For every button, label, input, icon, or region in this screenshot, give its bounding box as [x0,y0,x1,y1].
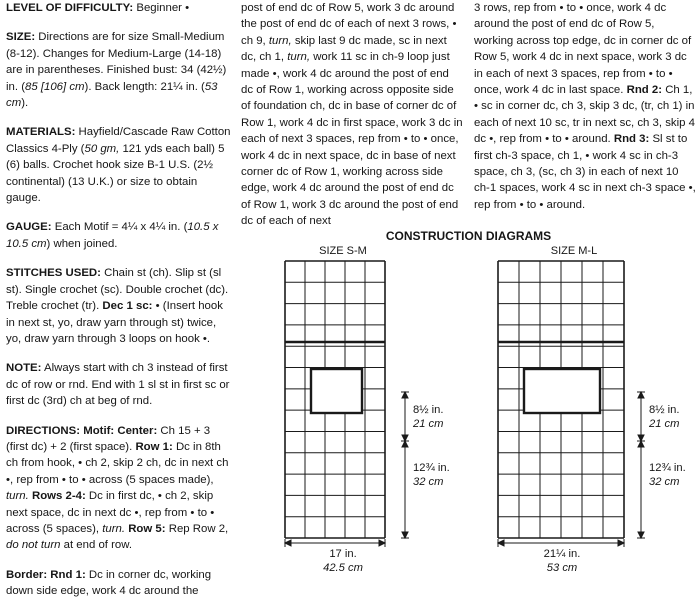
arrow-head [402,532,408,538]
ml-body-dimension: 12¾ in. 32 cm [649,462,686,488]
arrow-head [379,540,385,546]
sm-width-dimension: 17 in. 42.5 cm [323,548,363,574]
arrow-head [618,540,624,546]
neck-opening [311,369,362,413]
gauge-paragraph: GAUGE: Each Motif = 4¼ x 4¼ in. (10.5 x 10.5 cm) when joined. [6,221,219,250]
border-paragraph: Border: Rnd 1: Dc in corner dc, working down side edge, work 4 dc around the [6,568,212,598]
arrow-head [638,532,644,538]
arrow-head [285,540,291,546]
note-paragraph: NOTE: Always start with ch 3 instead of first dc of row or rnd. End with 1 sl st in first sc or first dc (3rd) ch at beg of rnd. [6,362,230,408]
neck-opening [524,369,600,413]
sm-body-dimension: 12¾ in. 32 cm [413,462,450,488]
diagram-grid-sm [285,261,385,538]
diagram-grid-ml [498,261,624,538]
difficulty-paragraph: LEVEL OF DIFFICULTY: Beginner • [6,2,190,14]
directions-paragraph: DIRECTIONS: Motif: Center: Ch 15 + 3 (first dc) + 2 (first space). Row 1: Dc in 8th ch from hook, • ch 2, skip 2 ch, dc in next ch •, rep from • to • across (5 spaces made), turn. Rows 2-4: Dc in first dc, • ch 2, skip next space, dc in next dc •, rep from • to • across (5 spaces), turn. Row 5: Rep Row 2, do not turn at end of row. [6,424,229,552]
arrow-head [402,441,408,447]
arrow-head [638,441,644,447]
size-ml-label: SIZE M-L [550,245,598,257]
materials-paragraph: MATERIALS: Hayfield/Cascade Raw Cotton Classics 4-Ply (50 gm, 121 yds each ball) 5 (6) balls. Crochet hook size B-1 U.S. (2½ continental) (13 U.K.) or size to obtain gauge. [6,126,231,205]
ml-width-dimension: 21¼ in. 53 cm [543,548,581,574]
rounds-paragraph: 3 rows, rep from • to • once, work 4 dc around the post of end dc of Row 5, working across top edge, dc in corner dc of Row 5, work 4 dc in next space, work 3 dc in each of next 3 spaces, rep from • to • once, work 4 dc in last space. Rnd 2: Ch 1, • sc in corner dc, ch 3, skip 3 dc, (tr, ch 1) in each of next 10 sc, tr in next sc, ch 3, skip 4 dc •, rep from • to • around. Rnd 3: Sl st to first ch-3 space, ch 1, • work 4 sc in ch-3 space, ch 3, (sc, ch 3) in each of next 10 ch-1 spaces, work 4 sc in next ch-3 space •, rep from • to • around. [474,2,696,211]
arrow-head [402,392,408,398]
border-continued-paragraph: post of end dc of Row 5, work 3 dc around the post of end dc of each of next 3 rows, • ch 9, turn, skip last 9 dc made, sc in next dc, ch 1, turn, work 11 sc in ch-9 loop just made •, work 4 dc around the post of end dc of Row 1, working across opposite side of foundation ch, dc in base of corner dc of Row 1, work 4 dc in first space, work 3 dc in each of next 3 spaces, rep from • to • once, work 4 dc in next space, dc in base of next corner dc of Row 1, working across side edge, work 4 dc around the post of end dc of Row 1, work 3 dc around the post of end dc of each of next [241,2,463,228]
diagrams-title: CONSTRUCTION DIAGRAMS [385,229,552,243]
size-sm-label: SIZE S-M [319,245,367,257]
size-paragraph: SIZE: Directions are for size Small-Medium (8-12). Changes for Medium-Large (14-18) are in parentheses. Finished bust: 34 (42½) in. (85 [106] cm). Back length: 21¼ in. (53 cm). [6,31,227,110]
dimension-arrows [285,392,645,547]
ml-armhole-dimension: 8½ in. 21 cm [649,404,680,430]
sm-armhole-dimension: 8½ in. 21 cm [413,404,444,430]
arrow-head [638,392,644,398]
stitches-paragraph: STITCHES USED: Chain st (ch). Slip st (sl st). Single crochet (sc). Double crochet (dc). Treble crochet (tr). Dec 1 sc: • (Insert hook in next st, yo, draw yarn through st) twice, yo, draw yarn through 3 loops on hook •. [6,267,229,345]
arrow-head [498,540,504,546]
